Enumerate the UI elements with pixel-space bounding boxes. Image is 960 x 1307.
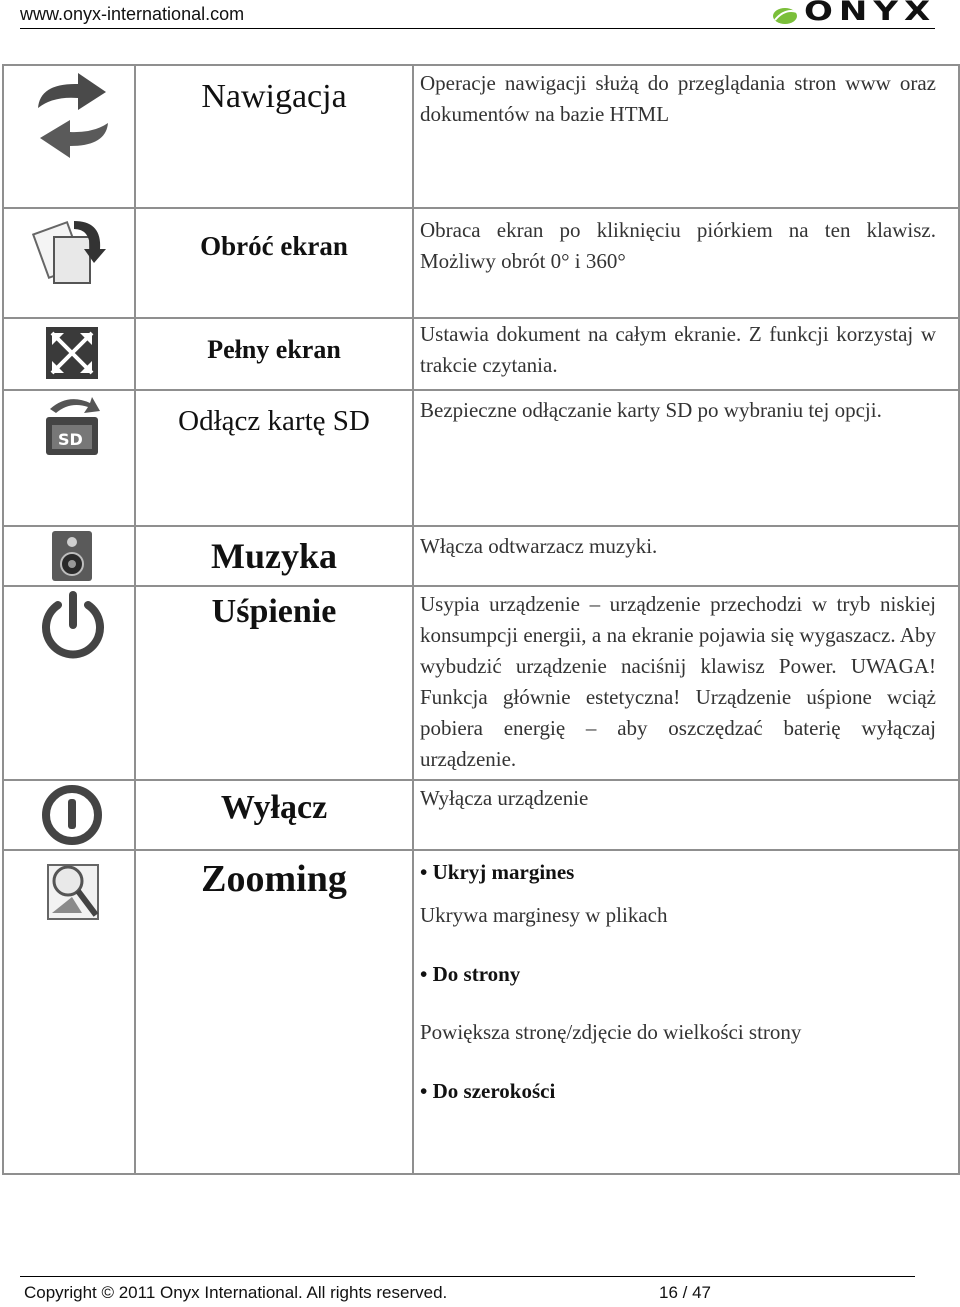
row-description: Obraca ekran po kliknięciu piórkiem na ten klawisz. Możliwy obrót 0° i 360° — [420, 218, 936, 273]
row-description: Włącza odtwarzacz muzyki. — [420, 534, 658, 558]
zoom-options — [414, 851, 958, 1107]
header-url: www.onyx-international.com — [20, 4, 245, 24]
row-description: Usypia urządzenie – urządzenie przechodzi w tryb niskiej konsumpcji energii, a na ekranie pojawia się wygaszacz. Aby wybudzić urządzenie naciśnij klawisz Power. UWAGA! Funkcja głównie estetyczna! Urządzenie uśpione wciąż pobiera energię – aby oszczędzać baterię wyłączaj urządzenie. — [420, 592, 936, 771]
fullscreen-icon — [4, 319, 134, 389]
row-description: Operacje nawigacji służą do przeglądania stron www oraz dokumentów na bazie HTML — [420, 71, 936, 126]
row-title: Zooming — [201, 858, 347, 900]
row-title: Obróć ekran — [200, 231, 348, 261]
row-title: Odłącz kartę SD — [178, 405, 370, 437]
table-row — [3, 208, 959, 318]
onyx-logo — [770, 2, 935, 28]
svg-text:SD: SD — [58, 430, 83, 449]
table-row — [3, 65, 959, 208]
row-title: Muzyka — [211, 536, 337, 576]
row-title: Nawigacja — [201, 78, 347, 115]
navigation-arrows-icon — [4, 66, 134, 207]
row-description: Ustawia dokument na całym ekranie. Z funkcji korzystaj w trakcie czytania. — [420, 322, 936, 377]
table-row — [3, 850, 959, 1174]
row-description: Wyłącza urządzenie — [420, 786, 589, 810]
rotate-screen-icon — [4, 209, 134, 317]
table-row — [3, 318, 959, 390]
features-table — [2, 64, 960, 1175]
sd-card-eject-icon — [4, 391, 134, 525]
table-row — [3, 780, 959, 850]
footer-copyright: Copyright © 2011 Onyx International. All rights reserved. — [24, 1283, 448, 1302]
row-title: Wyłącz — [220, 789, 328, 826]
shutdown-icon — [4, 781, 134, 849]
option-label: • Do strony — [420, 959, 936, 990]
row-title: Uśpienie — [211, 593, 337, 630]
logo-leaf-icon — [770, 4, 800, 28]
option-text: Ukrywa marginesy w plikach — [420, 903, 668, 927]
page-number: 16 / 47 — [659, 1283, 711, 1302]
row-description: Bezpieczne odłączanie karty SD po wybraniu tej opcji. — [420, 398, 882, 422]
option-text: Powiększa stronę/zdjęcie do wielkości strony — [420, 1020, 802, 1044]
option-label: • Ukryj margines — [420, 857, 936, 888]
table-row — [3, 526, 959, 586]
footer — [24, 1283, 711, 1303]
row-title: Pełny ekran — [207, 335, 341, 364]
table-row — [3, 586, 959, 780]
footer-rule — [20, 1276, 915, 1277]
zoom-icon — [4, 851, 134, 1173]
table-row — [3, 390, 959, 526]
header-rule — [20, 28, 935, 29]
option-label: • Do szerokości — [420, 1076, 936, 1107]
speaker-icon — [4, 527, 134, 585]
logo-text: ONYX — [804, 0, 937, 28]
sleep-power-icon — [4, 587, 134, 779]
